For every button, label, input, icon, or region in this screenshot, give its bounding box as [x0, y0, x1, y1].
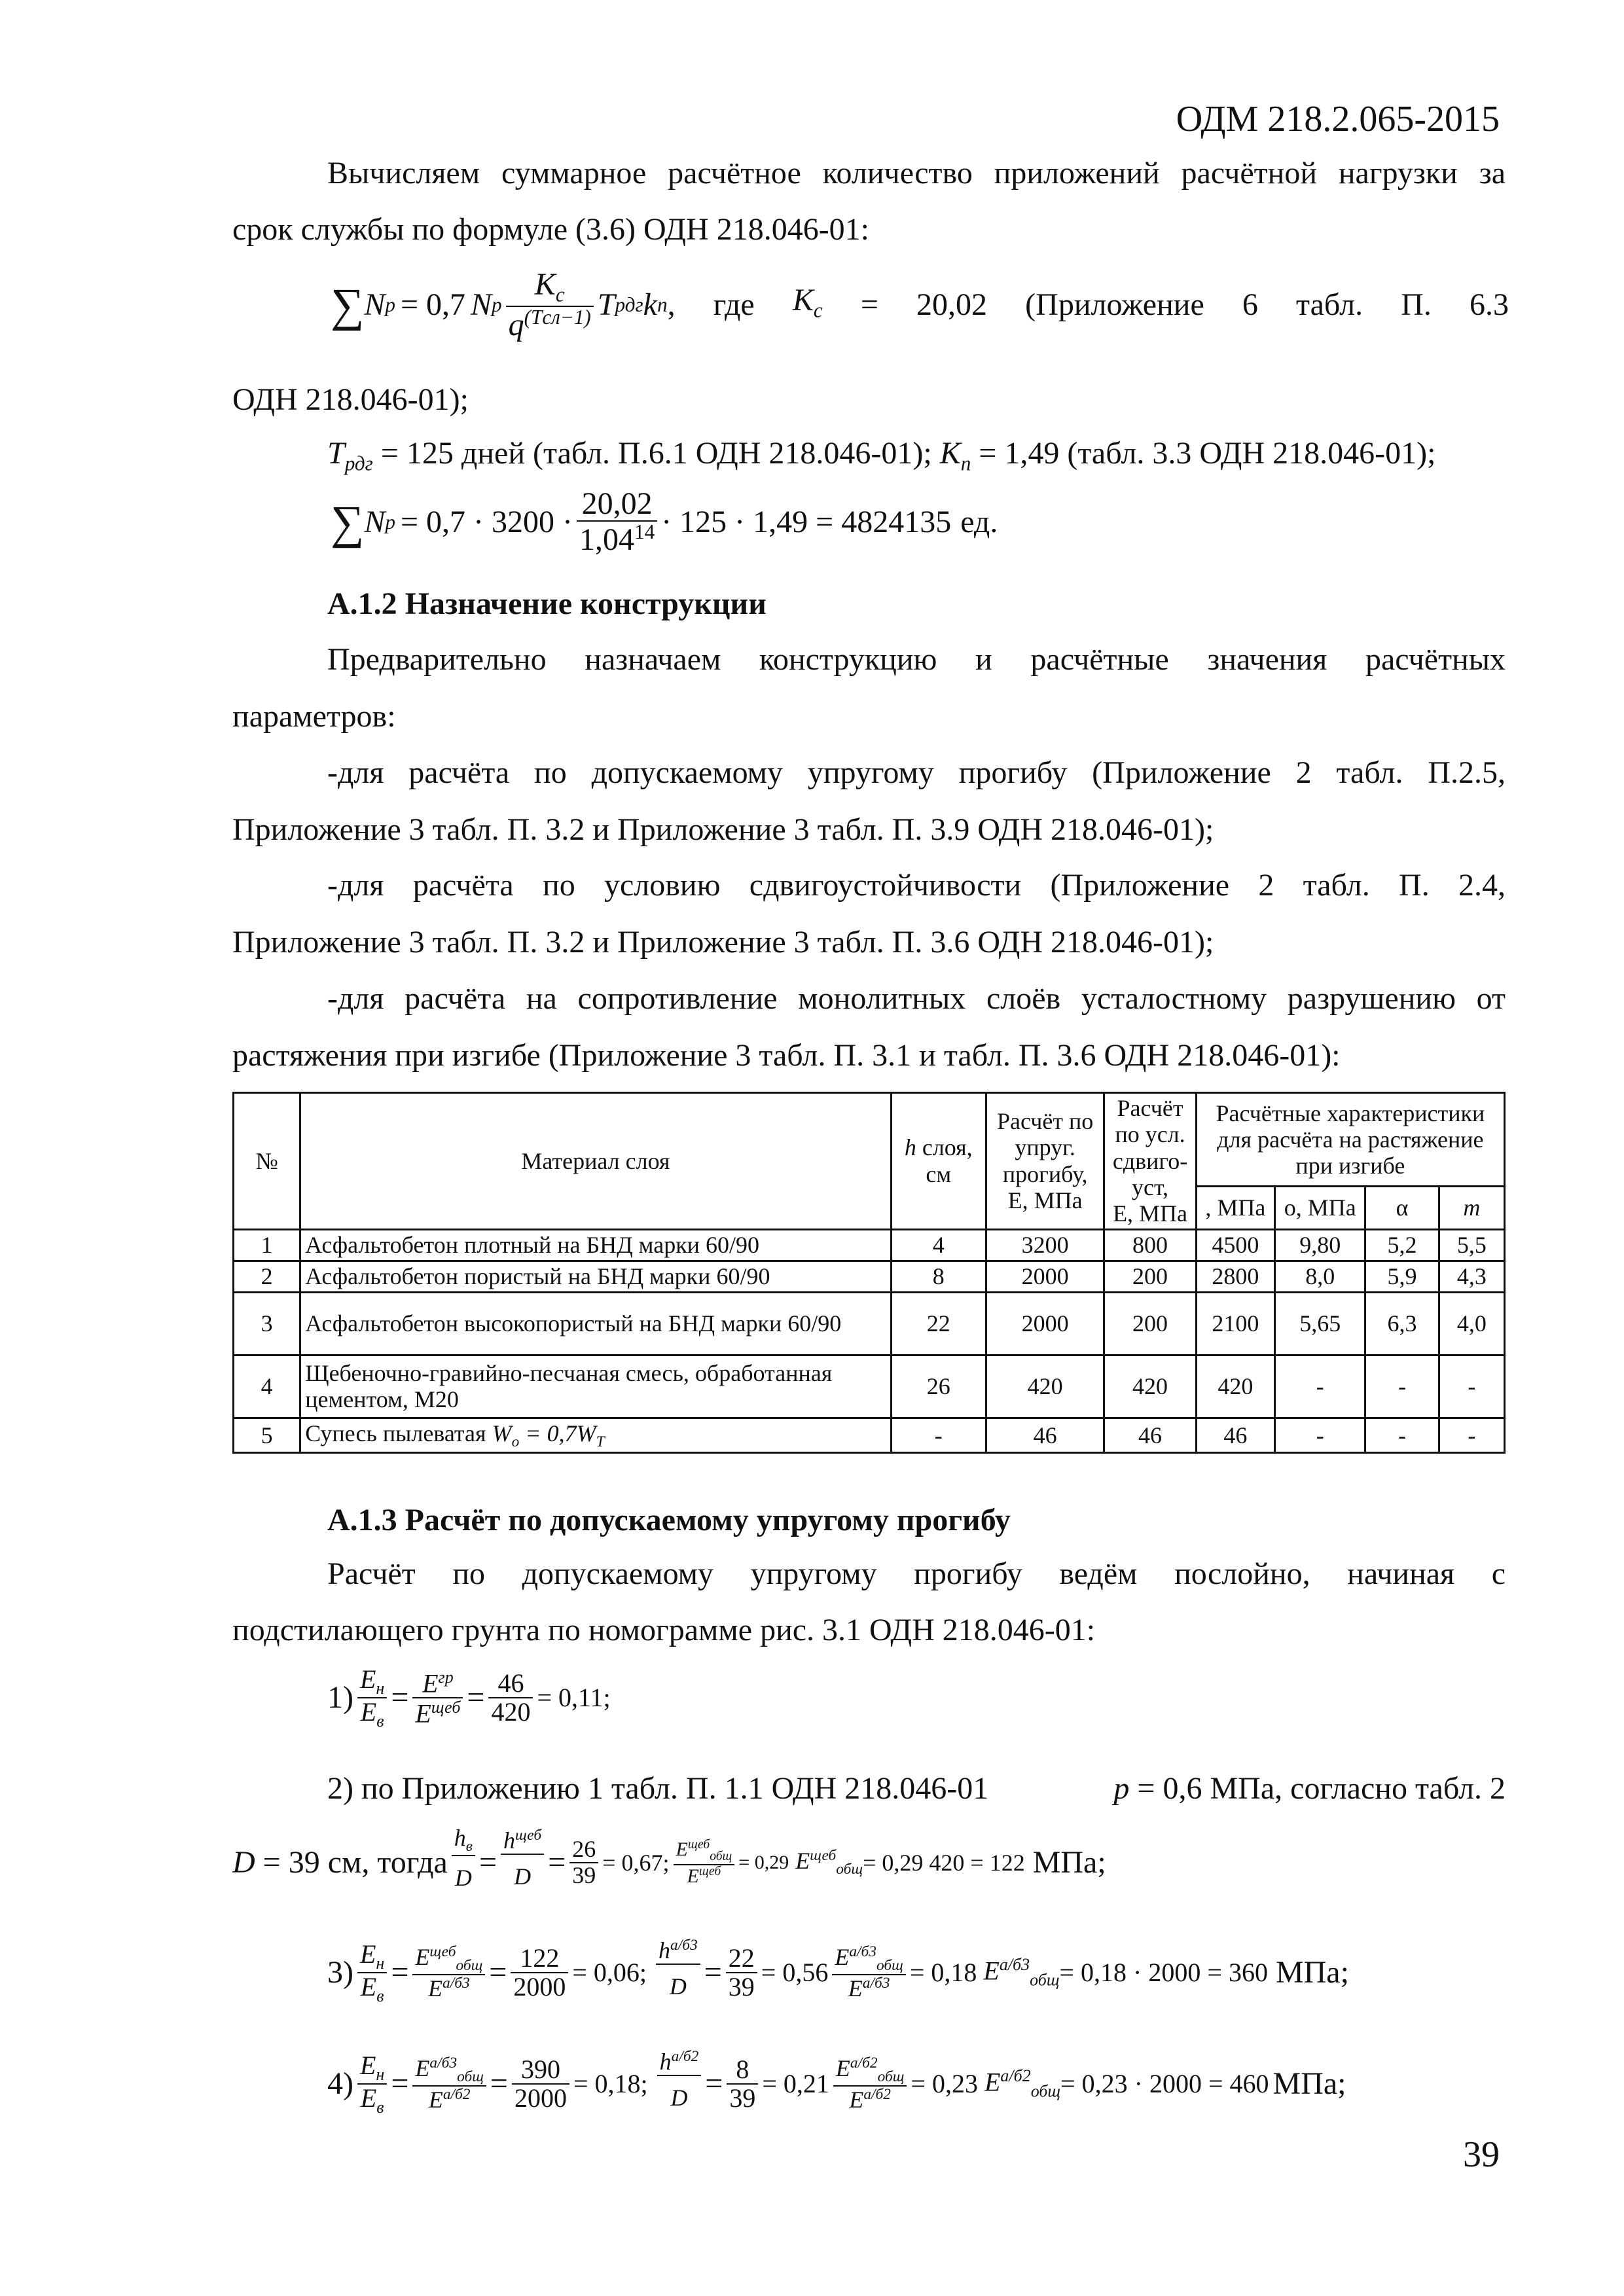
table-header-shear: Расчёт по усл. сдвиго-уст, E, МПа: [1104, 1093, 1196, 1230]
table-subheader: m: [1439, 1187, 1504, 1229]
table-subheader: α: [1365, 1187, 1439, 1229]
list-item: -для расчёта на сопротивление монолитных слоёв усталостному разрушению от: [327, 981, 1506, 1016]
table-row: 5 Супесь пылеватая $W_o = 0,7W_T$ - 46 46 46 - - -: [234, 1418, 1505, 1452]
table-subheader: , МПа: [1196, 1187, 1274, 1229]
table-row: 2 Асфальтобетон пористый на БНД марки 60/90 8 2000 200 2800 8,0 5,9 4,3: [234, 1261, 1505, 1292]
formula-step-1: 1) $\frac{E_н}{E_в}$ = $\frac{E^{гр}}{E^{щеб}}$ = $\frac{46}{420}$ = 0,11;: [327, 1664, 611, 1731]
paragraph-line: срок службы по формуле (3.6) ОДН 218.046-01:: [232, 212, 870, 247]
paragraph-line: Вычисляем суммарное расчётное количество приложений расчётной нагрузки за: [327, 156, 1506, 190]
sum-symbol: ∑: [331, 495, 365, 548]
section-heading: А.1.2 Назначение конструкции: [327, 586, 767, 621]
formula-step-3: 3) $\frac{E_н}{E_в}$ = $\frac{E^{щеб}_{общ}}{E^{а/б3}}$ = $\frac{122}{2000}$ = 0,06; $\frac{h^{а/б3}}{D}$ = $\frac{22}{39}$ = 0,56 $\frac{E^{а/б3}_{общ}}{E^{а/б3}}$ = 0,18 $E^{а/б3}_{общ}$ = 0,18 · 2000 = 360 МПа;: [327, 1937, 1349, 2005]
document-code: ОДМ 218.2.065-2015: [1176, 99, 1500, 139]
list-item-continuation: Приложение 3 табл. П. 3.2 и Приложение 3 табл. П. 3.9 ОДН 218.046-01);: [232, 812, 1214, 847]
table-header-material: Материал слоя: [300, 1093, 891, 1230]
paragraph-line: подстилающего грунта по номограмме рис. 3.1 ОДН 218.046-01:: [232, 1613, 1096, 1647]
list-item-continuation: Приложение 3 табл. П. 3.2 и Приложение 3 табл. П. 3.6 ОДН 218.046-01);: [232, 925, 1214, 960]
table-header-thickness: h слоя, см: [891, 1093, 986, 1230]
formula-step-2-line: 2) по Приложению 1 табл. П. 1.1 ОДН 218.046-01 p = 0,6 МПа, согласно табл. 2: [327, 1771, 1506, 1806]
fraction: $\frac{K_c}{q^{(Tсл-1)}}$: [506, 268, 594, 342]
paragraph-line: Предварительно назначаем конструкцию и расчётные значения расчётных: [327, 642, 1506, 677]
formula-total-loads: ∑ N p = 0,7 N p $\frac{K_c}{q^{(Tсл-1)}}$ T рдг k n , где $K_c$ = 20,02 (Приложение 6 табл. П. 6.3: [331, 267, 1509, 343]
list-item: -для расчёта по условию сдвигоустойчивости (Приложение 2 табл. П. 2.4,: [327, 868, 1506, 903]
table-header-deflection: Расчёт по упруг. прогибу, E, МПа: [986, 1093, 1104, 1230]
list-item-continuation: растяжения при изгибе (Приложение 3 табл. П. 3.1 и табл. П. 3.6 ОДН 218.046-01):: [232, 1038, 1341, 1073]
page-number: 39: [1463, 2134, 1500, 2175]
layers-table: [232, 1092, 1506, 1454]
section-heading: А.1.3 Расчёт по допускаемому упругому прогибу: [327, 1503, 1011, 1537]
table-header-number: №: [234, 1093, 300, 1230]
formula-step-2: D = 39 см, тогда $\frac{h_в}{D}$ = $\frac{h^{щеб}}{D}$ = $\frac{26}{39}$ = 0,67; $\frac{E^{щеб}_{общ}}{E^{щеб}}$ = 0,29 $E^{щеб}_{общ}$ = 0,29 420 = 122 МПа;: [232, 1825, 1106, 1891]
table-subheader: о, МПа: [1275, 1187, 1365, 1229]
paragraph-line: параметров:: [232, 699, 396, 734]
paragraph-line: $T_{рдг} = 125$ дней (табл. П.6.1 ОДН 218.046-01); $K_n = 1,49$ (табл. 3.3 ОДН 218.046-01);: [327, 436, 1436, 475]
table-row: 1 Асфальтобетон плотный на БНД марки 60/90 4 3200 800 4500 9,80 5,2 5,5: [234, 1229, 1505, 1261]
sum-symbol: ∑: [331, 279, 365, 332]
fraction: $\frac{20,02}{1,04^{14}}$: [577, 488, 657, 557]
table-header-tension: Расчётные характеристики для расчёта на растяжение при изгибе: [1196, 1093, 1504, 1187]
table-row: 4 Щебеночно-гравийно-песчаная смесь, обработанная цементом, М20 26 420 420 420 - - -: [234, 1355, 1505, 1418]
list-item: -для расчёта по допускаемому упругому прогибу (Приложение 2 табл. П.2.5,: [327, 755, 1506, 790]
table-row: 3 Асфальтобетон высокопористый на БНД марки 60/90 22 2000 200 2100 5,65 6,3 4,0: [234, 1292, 1505, 1355]
paragraph-line: Расчёт по допускаемому упругому прогибу ведём послойно, начиная с: [327, 1556, 1506, 1591]
formula-step-4: 4) $\frac{E_н}{E_в}$ = $\frac{E^{а/б3}_{общ}}{E^{а/б2}}$ = $\frac{390}{2000}$ = 0,18; $\frac{h^{а/б2}}{D}$ = $\frac{8}{39}$ = 0,21 $\frac{E^{а/б2}_{общ}}{E^{а/б2}}$ = 0,23 $E^{а/б2}_{общ}$ = 0,23 · 2000 = 460 МПа;: [327, 2048, 1346, 2117]
formula-total-loads-value: ∑ N p = 0,7 · 3200 · $\frac{20,02}{1,04^{14}}$ · 125 · 1,49 = 4824135 ед.: [331, 486, 998, 558]
paragraph-line: ОДН 218.046-01);: [232, 382, 469, 417]
